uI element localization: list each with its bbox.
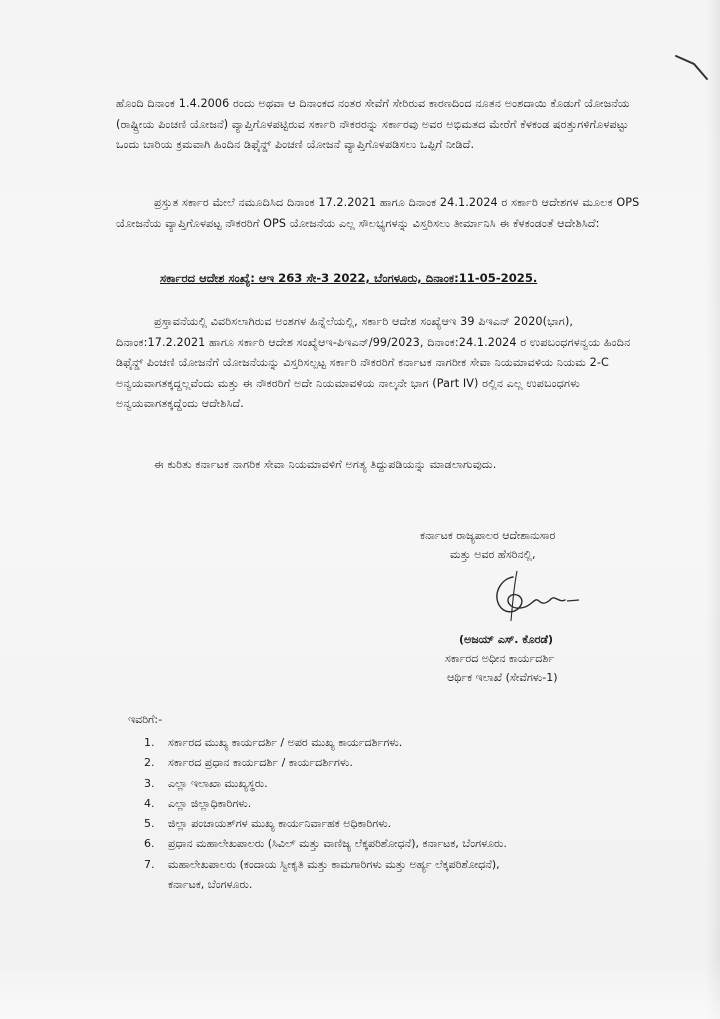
body-paragraph-1: ಹೊಂದಿ ದಿನಾಂಕ 1.4.2006 ರಂದು ಅಥವಾ ಆ ದಿನಾಂಕದ ನಂತರ ಸೇವೆಗೆ ಸೇರಿರುವ ಕಾರಣದಿಂದ ನೂತನ ಅಂಶದಾಯಿ ಕೊಡುಗೆ ಯೋಜನೆಯ (ರಾಷ್ಟ್ರೀಯ ಪಿಂಚಣಿ ಯೋಜನೆ) ವ್ಯಾಪ್ತಿಗೊಳಪಟ್ಟಿರುವ ಸರ್ಕಾರಿ ನೌಕರರನ್ನು ಸರ್ಕಾರವು ಅವರ ಅಭಿಮತದ ಮೇರೆಗೆ ಕೆಳಕಂಡ ಷರತ್ತುಗಳಿಗೊಳಪಟ್ಟು ಒಂದು ಬಾರಿಯ ಕ್ರಮವಾಗಿ ಹಿಂದಿನ ಡಿಫೈನ್ಡ್ ಪಿಂಚಣಿ ಯೋಜನೆ ವ್ಯಾಪ್ತಿಗೊಳಪಡಿಸಲು ಒಪ್ಪಿಗೆ ನೀಡಿದೆ. (116, 97, 630, 151)
page-shadow (706, 0, 720, 1019)
list-item-text: ಮಹಾಲೇಖಪಾಲರು (ಕಂದಾಯ ಸ್ವೀಕೃತಿ ಮತ್ತು ಕಾಮಗಾರಿಗಳು ಮತ್ತು ಅರ್ಹ್ಯ ಲೆಕ್ಕಪರಿಶೋಧನೆ), (168, 857, 500, 871)
list-item-text: ಎಲ್ಲಾ ಇಲಾಖಾ ಮುಖ್ಯಸ್ಥರು. (168, 776, 268, 790)
list-item-text: ಜಿಲ್ಲಾ ಪಂಚಾಯತ್‌ಗಳ ಮುಖ್ಯ ಕಾರ್ಯನಿರ್ವಾಹಕ ಅಧಿಕಾರಿಗಳು. (168, 817, 392, 831)
list-item (140, 774, 680, 794)
list-item-text: ಪ್ರಧಾನ ಮಹಾಲೇಖಪಾಲರು (ಸಿವಿಲ್ ಮತ್ತು ವಾಣಿಜ್ಯ ಲೆಕ್ಕಪರಿಶೋಧನೆ), ಕರ್ನಾಟಕ, ಬೆಂಗಳೂರು. (168, 837, 507, 851)
list-item-number: 4. (144, 796, 155, 810)
list-item-number: 1. (144, 736, 155, 749)
distribution-list (140, 733, 680, 895)
signatory (445, 630, 675, 687)
page-fade (0, 959, 720, 1019)
list-item (140, 834, 680, 854)
list-item (140, 753, 680, 773)
list-item-text: ಸರ್ಕಾರದ ಪ್ರಧಾನ ಕಾರ್ಯದರ್ಶಿ / ಕಾರ್ಯದರ್ಶಿಗಳು. (168, 756, 353, 770)
list-item-continuation: ಕರ್ನಾಟಕ, ಬೆಂಗಳೂರು. (168, 878, 253, 892)
list-item-number: 6. (144, 837, 155, 851)
list-item-number: 5. (144, 817, 155, 831)
list-item-number: 2. (144, 756, 155, 770)
corner-pen-mark-icon (674, 52, 710, 82)
list-item (140, 855, 680, 896)
list-item-text: ಎಲ್ಲಾ ಜಿಲ್ಲಾಧಿಕಾರಿಗಳು. (168, 796, 252, 810)
list-item (140, 814, 680, 834)
distribution-label: ಇವರಿಗೆ:- (128, 713, 163, 726)
body-paragraph-3: ಪ್ರಸ್ತಾವನೆಯಲ್ಲಿ ವಿವರಿಸಲಾಗಿರುವ ಅಂಶಗಳ ಹಿನ್ನೆಲೆಯಲ್ಲಿ, ಸರ್ಕಾರಿ ಆದೇಶ ಸಂಖ್ಯೆಆಇ 39 ಪಿಇಎನ್ 2020(ಭಾಗ), ದಿನಾಂಕ:17.2.2021 ಹಾಗೂ ಸರ್ಕಾರಿ ಆದೇಶ ಸಂಖ್ಯೆಆಇ-ಪಿಇಎನ್/99/2023, ದಿನಾಂಕ:24.1.2024 ರ ಉಪಬಂಧಗಳನ್ವಯ ಹಿಂದಿನ ಡಿಫೈನ್ಡ್ ಪಿಂಚಣಿ ಯೋಜನೆಗೆ ಯೋಜನೆಯನ್ನು ವಿಸ್ತರಿಸಲ್ಪಟ್ಟ ಸರ್ಕಾರಿ ನೌಕರರಿಗೆ ಕರ್ನಾಟಕ ನಾಗರೀಕ ಸೇವಾ ನಿಯಮಾವಳಿಯ ನಿಯಮ 2-C ಅನ್ವಯವಾಗತಕ್ಕದ್ದಲ್ಲವೆಂದು ಮತ್ತು ಈ ನೌಕರರಿಗೆ ಅದೇ ನಿಯಮಾವಳಿಯ ನಾಲ್ಕನೇ ಭಾಗ (Part IV) ರಲ್ಲಿನ ಎಲ್ಲ ಉಪಬಂಧಗಳು ಅನ್ವಯವಾಗತಕ್ಕದ್ದೆಂದು ಆದೇಶಿಸಿದೆ. (116, 315, 631, 410)
handwritten-signature (455, 567, 585, 627)
list-item (140, 794, 680, 814)
list-item-number: 3. (144, 776, 155, 790)
signatory-designation: ಸರ್ಕಾರದ ಅಧೀನ ಕಾರ್ಯದರ್ಶಿ (445, 652, 555, 665)
body-paragraph-2: ಪ್ರಸ್ತುತ ಸರ್ಕಾರ ಮೇಲೆ ನಮೂದಿಸಿದ ದಿನಾಂಕ 17.2.2021 ಹಾಗೂ ದಿನಾಂಕ 24.1.2024 ರ ಸರ್ಕಾರಿ ಆದೇಶಗಳ ಮೂಲಕ OPS ಯೋಜನೆಯ ವ್ಯಾಪ್ತಿಗೊಳಪಟ್ಟ ನೌಕರರಿಗೆ OPS ಯೋಜನೆಯ ಎಲ್ಲ ಸೌಲಭ್ಯಗಳನ್ನು ವಿಸ್ತರಿಸಲು ತೀರ್ಮಾನಿಸಿ ಈ ಕೆಳಕಂಡಂತೆ ಆದೇಶಿಸಿದೆ: (116, 196, 640, 230)
body-paragraph-4: ಈ ಕುರಿತು ಕರ್ನಾಟಕ ನಾಗರಿಕ ಸೇವಾ ನಿಯಮಾವಳಿಗೆ ಅಗತ್ಯ ತಿದ್ದುಪಡಿಯನ್ನು ಮಾಡಲಾಗುವುದು. (154, 458, 497, 471)
signatory-department: ಆರ್ಥಿಕ ಇಲಾಖೆ (ಸೇವೆಗಳು-1) (447, 671, 558, 684)
list-item (140, 733, 680, 753)
list-item-text: ಸರ್ಕಾರದ ಮುಖ್ಯ ಕಾರ್ಯದರ್ಶಿ / ಅಪರ ಮುಖ್ಯ ಕಾರ್ಯದರ್ಶಿಗಳು. (168, 736, 403, 749)
authority-line (420, 526, 670, 564)
authority-line-2: ಮತ್ತು ಅವರ ಹೆಸರಿನಲ್ಲಿ, (450, 548, 536, 561)
order-number-heading: ಸರ್ಕಾರದ ಆದೇಶ ಸಂಖ್ಯೆ: ಆಇ 263 ಸೇ-3 2022, ಬೆಂಗಳೂರು, ದಿನಾಂಕ:11-05-2025. (160, 271, 538, 285)
authority-line-1: ಕರ್ನಾಟಕ ರಾಜ್ಯಪಾಲರ ಆದೇಶಾನುಸಾರ (420, 529, 556, 542)
signatory-name: (ಅಜಯ್ ಎಸ್. ಕೊರಡೆ) (459, 633, 554, 646)
list-item-number: 7. (144, 857, 155, 871)
